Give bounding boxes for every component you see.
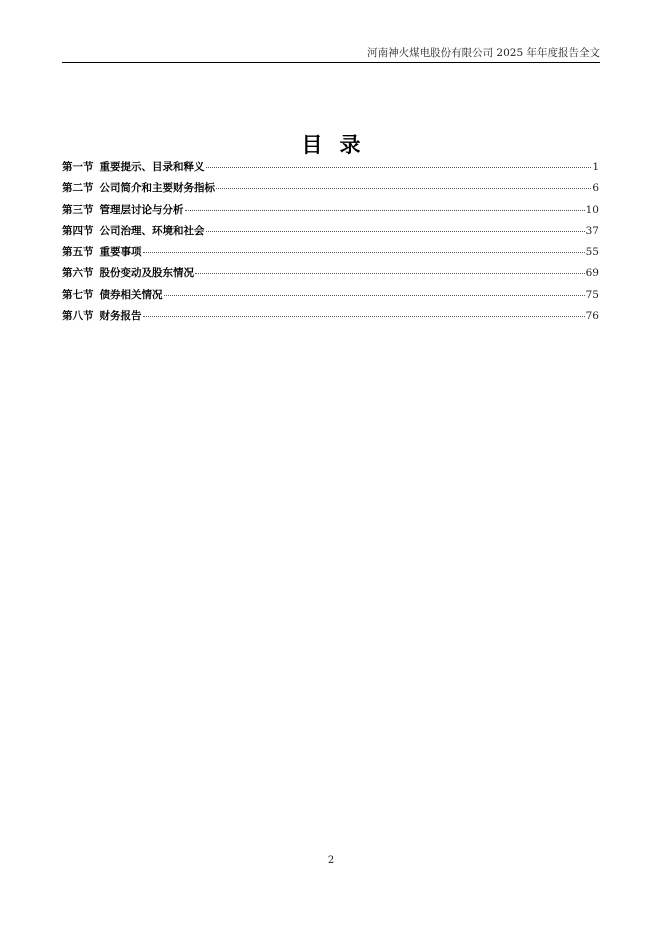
toc-dot-leader: [185, 210, 585, 211]
toc-entry[interactable]: [62, 180, 599, 201]
toc-entry[interactable]: [62, 287, 599, 308]
table-of-contents: [62, 159, 599, 329]
toc-page-number: 10: [585, 203, 599, 216]
toc-section-number: 第三节: [62, 203, 94, 216]
toc-page-number: 6: [592, 182, 599, 195]
toc-page-number: 75: [585, 288, 599, 301]
toc-section-number: 第四节: [62, 224, 94, 237]
toc-entry[interactable]: [62, 159, 599, 180]
toc-section-title: 管理层讨论与分析: [99, 203, 184, 216]
toc-dot-leader: [206, 231, 585, 232]
toc-entry[interactable]: [62, 244, 599, 265]
toc-entry[interactable]: [62, 223, 599, 244]
toc-section-number: 第八节: [62, 310, 94, 323]
toc-section-title: 重要事项: [99, 246, 142, 259]
toc-entry-label: [62, 180, 215, 196]
toc-section-title: 公司简介和主要财务指标: [99, 182, 215, 195]
toc-section-title: 重要提示、目录和释义: [99, 161, 205, 173]
toc-entry-label: [62, 202, 184, 218]
toc-entry[interactable]: [62, 308, 599, 329]
toc-section-number: 第二节: [62, 182, 94, 195]
toc-title: 目录: [301, 132, 378, 157]
toc-dot-leader: [216, 188, 591, 189]
toc-page-number: 37: [585, 224, 599, 237]
toc-entry[interactable]: [62, 202, 599, 223]
toc-entry-label: [62, 244, 142, 260]
toc-dot-leader: [143, 252, 585, 253]
header-rule: [62, 62, 600, 63]
toc-section-title: 公司治理、环境和社会: [99, 224, 205, 237]
toc-section-number: 第六节: [62, 267, 94, 280]
toc-dot-leader: [164, 295, 585, 296]
toc-dot-leader: [143, 316, 585, 317]
toc-entry-label: [62, 223, 205, 239]
toc-section-title: 股份变动及股东情况: [99, 267, 194, 280]
page-number: 2: [327, 855, 335, 866]
toc-entry[interactable]: [62, 265, 599, 286]
running-header: 河南神火煤电股份有限公司 2025 年年度报告全文: [367, 47, 600, 59]
toc-entry-label: [62, 159, 205, 175]
toc-page-number: 1: [592, 161, 599, 173]
toc-dot-leader: [206, 167, 592, 168]
toc-section-title: 财务报告: [99, 310, 142, 323]
toc-section-title: 债券相关情况: [99, 288, 163, 301]
toc-page-number: 69: [585, 267, 599, 280]
toc-section-number: 第一节: [62, 161, 94, 173]
toc-dot-leader: [195, 273, 585, 274]
toc-section-number: 第七节: [62, 288, 94, 301]
toc-entry-label: [62, 308, 142, 324]
toc-entry-label: [62, 287, 163, 303]
toc-entry-label: [62, 265, 194, 281]
toc-page-number: 76: [585, 310, 599, 323]
toc-section-number: 第五节: [62, 246, 94, 259]
toc-page-number: 55: [585, 246, 599, 259]
